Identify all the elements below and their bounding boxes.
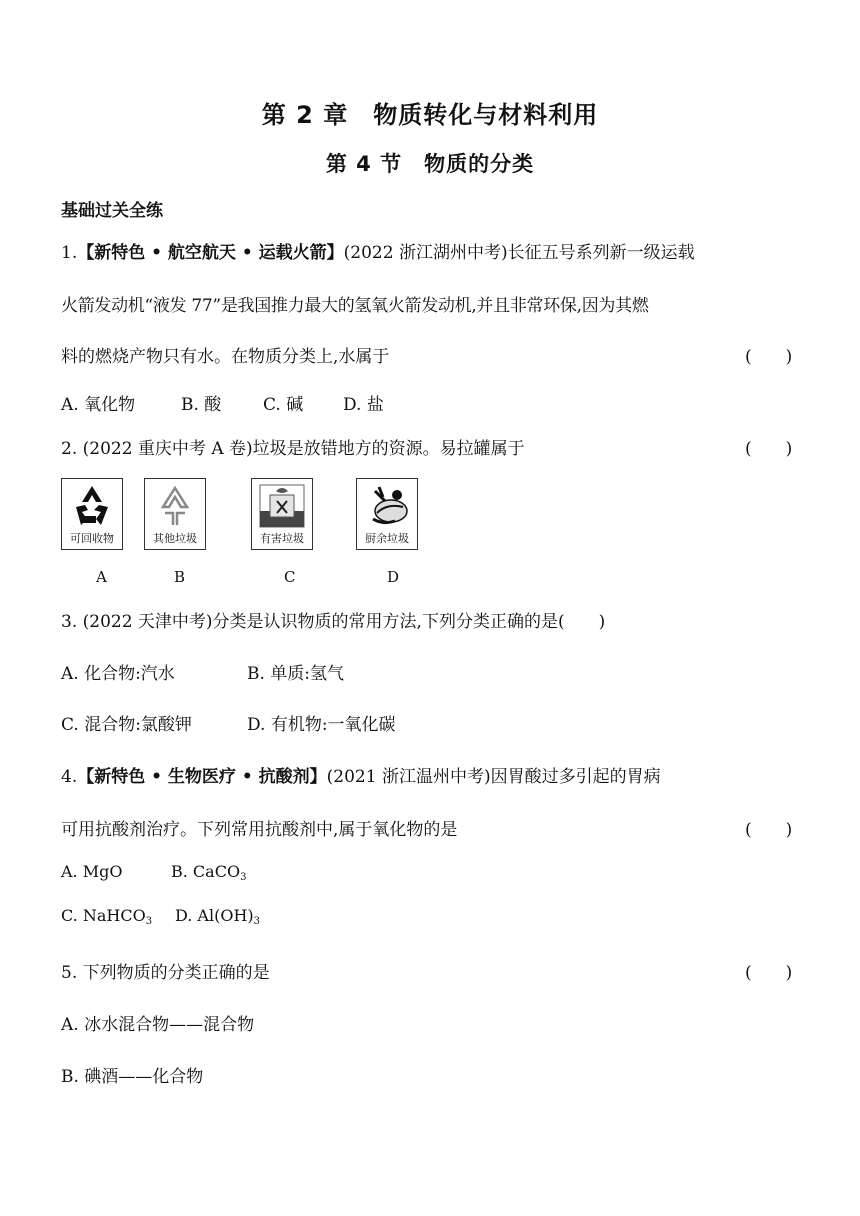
recycle-bin-card [61,478,123,550]
hazardous-waste-icon [258,483,306,529]
q1-options [61,390,384,415]
icon-b-letter: B [174,568,186,586]
q4-line-2: 可用抗酸剂治疗。下列常用抗酸剂中,属于氧化物的是 [61,820,458,840]
icon-d-caption: 厨余垃圾 [365,532,409,545]
q4-number: 4. [61,767,78,787]
q1-line-3: 料的燃烧产物只有水。在物质分类上,水属于 [61,347,390,367]
recycle-icon [68,483,116,529]
q2-stem: 2. (2022 重庆中考 A 卷)垃圾是放错地方的资源。易拉罐属于 [61,439,525,459]
other-waste-card [144,478,206,550]
chapter-title: 第 2 章 物质转化与材料利用 [261,101,599,129]
q4-option-c [61,906,175,927]
q2-answer-paren: ( ) [745,439,793,459]
q1-option-d: D. 盐 [343,395,384,415]
q4-option-a: A. MgO [61,862,123,881]
kitchen-waste-card [356,478,418,550]
q1-line-2: 火箭发动机“液发 77”是我国推力最大的氢氧火箭发动机,并且非常环保,因为其燃 [61,296,649,316]
q3-option-a: A. 化合物:汽水 [61,664,175,684]
q1-answer-paren: ( ) [745,347,793,367]
practice-heading: 基础过关全练 [61,201,163,221]
q5-stem: 5. 下列物质的分类正确的是 [61,963,270,983]
icon-c-letter: C [284,568,296,586]
icon-b-caption: 其他垃圾 [153,532,197,545]
section-title: 第 4 节 物质的分类 [325,152,535,176]
q1-line-1 [61,238,695,263]
q4-option-d [175,906,260,927]
q2-waste-icons [0,478,860,588]
q4-answer-paren: ( ) [745,820,793,840]
icon-d-letter: D [387,568,400,586]
icon-c-caption: 有害垃圾 [260,532,304,545]
icon-a-letter: A [96,568,107,586]
q3-options-row-2 [61,710,396,735]
q4-line-1 [61,762,661,787]
kitchen-waste-icon [363,483,411,529]
q3-options-row-1 [61,659,344,684]
q4-option-c-subscript: 3 [145,916,153,927]
q4-tag: 【新特色 • 生物医疗 • 抗酸剂】 [77,767,327,787]
q4-options-row-2 [61,906,260,927]
q3-option-b: B. 单质:氢气 [247,664,345,684]
q4-option-b-text: B. CaCO [171,862,241,881]
q4-option-d-subscript: 3 [253,916,261,927]
q1-tag: 【新特色 • 航空航天 • 运载火箭】 [77,243,344,263]
q4-option-d-text: D. Al(OH) [175,906,254,925]
q5-option-a: A. 冰水混合物——混合物 [61,1015,255,1035]
q3-stem: 3. (2022 天津中考)分类是认识物质的常用方法,下列分类正确的是( ) [61,612,606,632]
q3-option-c: C. 混合物:氯酸钾 [61,715,192,735]
other-waste-icon [151,483,199,529]
q4-text-1: (2021 浙江温州中考)因胃酸过多引起的胃病 [326,767,661,787]
q1-text-1: (2022 浙江湖州中考)长征五号系列新一级运载 [343,243,695,263]
q1-number: 1. [61,243,78,263]
hazardous-waste-card [251,478,313,550]
q4-options-row-1 [61,862,246,883]
q5-option-b: B. 碘酒——化合物 [61,1067,204,1087]
icon-a-caption: 可回收物 [70,532,114,545]
q4-option-b [171,862,246,883]
q4-option-c-text: C. NaHCO [61,906,146,925]
q1-option-b: B. 酸 [181,395,222,415]
q1-option-a: A. 氧化物 [61,395,136,415]
q1-option-c: C. 碱 [263,395,304,415]
q4-option-b-subscript: 3 [240,872,247,883]
q3-option-d: D. 有机物:一氧化碳 [247,715,396,735]
q5-answer-paren: ( ) [745,963,793,983]
